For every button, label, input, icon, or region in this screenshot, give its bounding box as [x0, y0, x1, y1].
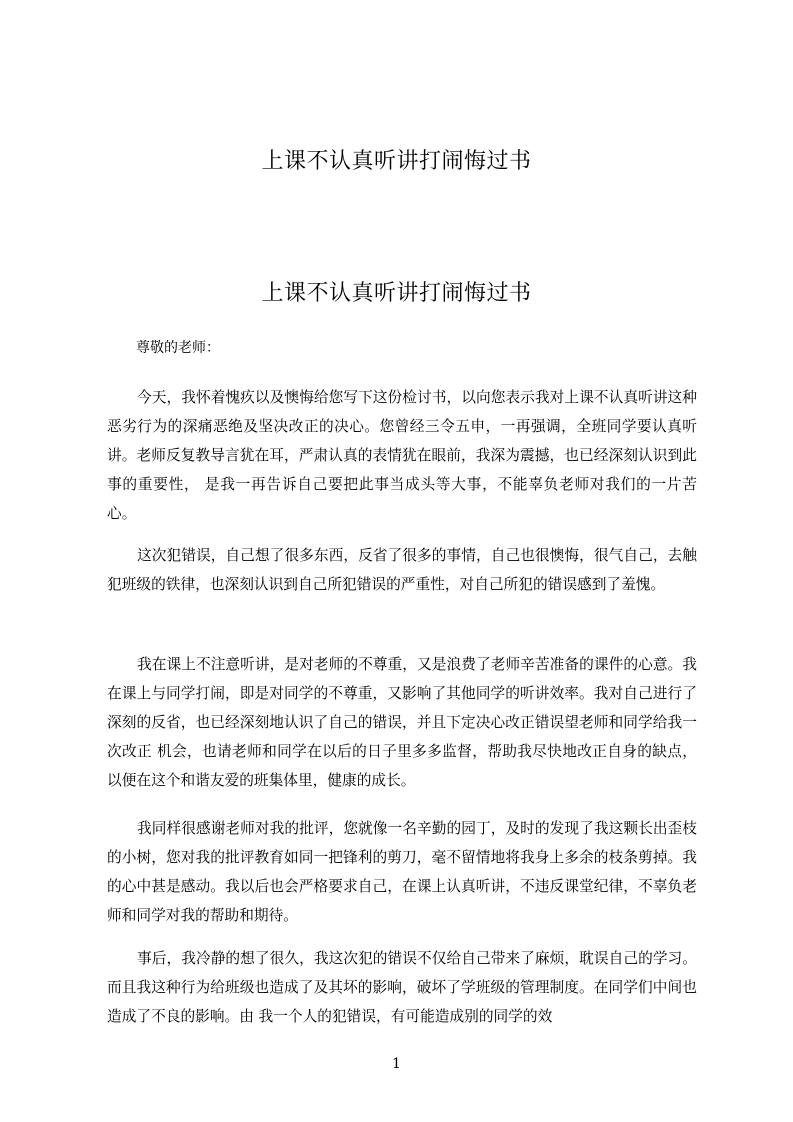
paragraph: 事后，我冷静的想了很久，我这次犯的错误不仅给自己带来了麻烦，耽误自己的学习。而且我这种行为给班级也造成了及其坏的影响，破坏了学班级的管理制度。在同学们中间也造成了不良的影响。由 我一个人的犯错误，有可能造成别的同学的效: [107, 950, 697, 1025]
salutation: 尊敬的老师：: [136, 340, 220, 356]
page-title: 上课不认真听讲打闹悔过书: [261, 281, 532, 306]
paragraph: 今天，我怀着愧疚以及懊悔给您写下这份检讨书，以向您表示我对上课不认真听讲这种恶劣行为的深痛恶绝及坚决改正的决心。您曾经三令五申，一再强调，全班同学要认真听讲。老师反复教导言犹在耳，严肃认真的表情犹在眼前，我深为震撼，也已经深刻认识到此事的重要性， 是我一再告诉自己要把此事当成头等大事，不能辜负老师对我们的一片苦心。: [107, 389, 697, 522]
paragraph: 我在课上不注意听讲，是对老师的不尊重，又是浪费了老师辛苦准备的课件的心意。我在课上与同学打闹，即是对同学的不尊重，又影响了其他同学的听讲效率。我对自己进行了深刻的反省，也已经深刻地认识了自己的错误，并且下定决心改正错误望老师和同学给我一次改正 机会，也请老师和同学在以后的日子里多多监督，帮助我尽快地改正自身的缺点，以便在这个和谐友爱的班集体里，健康的成长。: [107, 656, 697, 789]
paragraph: 这次犯错误，自己想了很多东西，反省了很多的事情，自己也很懊悔，很气自己，去触犯班级的铁律，也深刻认识到自己所犯错误的严重性，对自己所犯的错误感到了羞愧。: [107, 547, 697, 593]
page-number: 1: [392, 1056, 401, 1072]
header-title: 上课不认真听讲打闹悔过书: [261, 149, 532, 174]
paragraph: 我同样很感谢老师对我的批评，您就像一名辛勤的园丁，及时的发现了我这颗长出歪枝的小树，您对我的批评教育如同一把锋利的剪刀，毫不留情地将我身上多余的枝条剪掉。我的心中甚是感动。我以后也会严格要求自己，在课上认真听讲，不违反课堂纪律，不辜负老师和同学对我的帮助和期待。: [107, 820, 697, 924]
